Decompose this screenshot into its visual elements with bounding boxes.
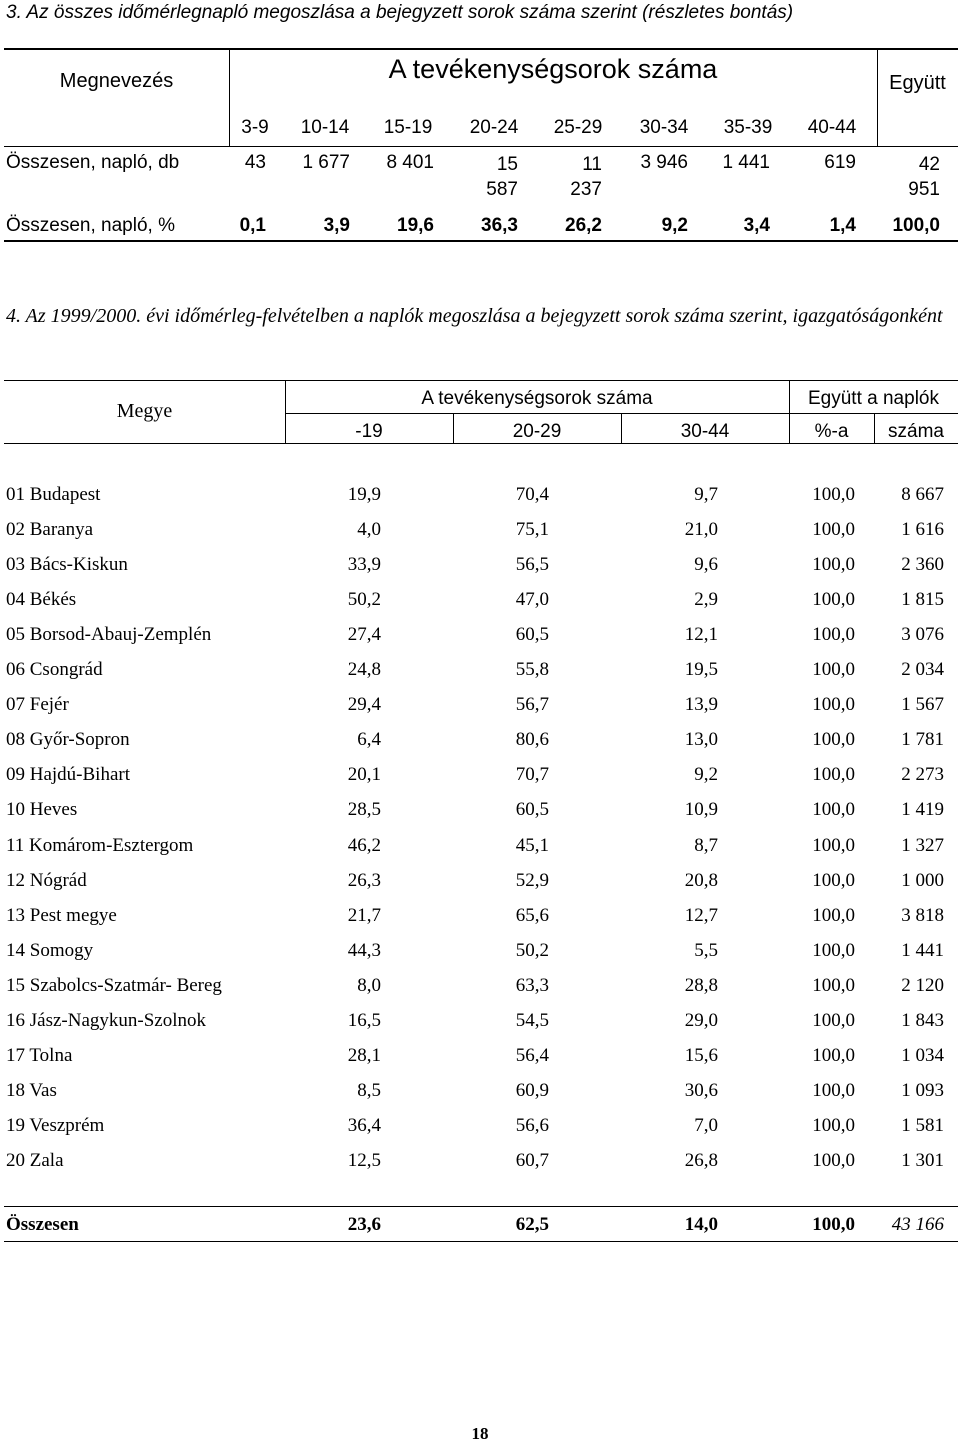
table-cell: 28,1: [347, 1045, 381, 1066]
table3-header-rule: [4, 146, 958, 147]
table-cell: 100,0: [812, 694, 855, 715]
table3-cell: 36,3: [481, 215, 518, 236]
bin-header: 3-9: [241, 117, 269, 138]
table-cell: 100,0: [812, 589, 855, 610]
bin-header: 20-24: [469, 117, 519, 138]
table-cell: 100,0: [812, 905, 855, 926]
table-cell: 56,5: [515, 554, 549, 575]
table3-cell: 19,6: [397, 215, 434, 236]
table3-cell: 1 441: [722, 152, 770, 173]
table4-top-rule: [4, 380, 958, 381]
table3-total-cell: 100,0: [892, 215, 940, 236]
table3-cell: 1,4: [829, 215, 856, 236]
table-cell: 63,3: [515, 975, 549, 996]
page-number: 18: [471, 1424, 489, 1443]
table4-total-header: Együtt a naplók: [808, 388, 939, 409]
table-cell: 100,0: [812, 799, 855, 820]
table4-subheader: -19: [355, 421, 383, 442]
county-name: 02 Baranya: [6, 519, 94, 540]
table-cell: 9,2: [694, 764, 718, 785]
table4-header-rule: [4, 443, 958, 444]
table-cell: 1 327: [901, 835, 944, 856]
table4-bottom-rule: [4, 1241, 958, 1242]
table-cell: 8,0: [357, 975, 381, 996]
table-cell: 12,7: [684, 905, 718, 926]
table4-total-cell: 23,6: [347, 1214, 381, 1235]
table-cell: 27,4: [347, 624, 381, 645]
table-cell: 9,6: [694, 554, 718, 575]
table3-total-cell: 42 951: [908, 154, 940, 200]
table-cell: 1 419: [901, 799, 944, 820]
county-name: 20 Zala: [6, 1150, 64, 1171]
county-name: 18 Vas: [6, 1080, 57, 1101]
table-cell: 100,0: [812, 624, 855, 645]
table-cell: 100,0: [812, 975, 855, 996]
table-cell: 8,7: [694, 835, 718, 856]
table-cell: 28,8: [684, 975, 718, 996]
county-name: 13 Pest megye: [6, 905, 117, 926]
table-cell: 60,5: [515, 799, 549, 820]
table4-total-cell: 14,0: [684, 1214, 718, 1235]
table-cell: 100,0: [812, 1080, 855, 1101]
bin-header: 30-34: [639, 117, 689, 138]
table-cell: 4,0: [357, 519, 381, 540]
county-name: 04 Békés: [6, 589, 77, 610]
table-cell: 19,5: [684, 659, 718, 680]
table3-col-name-header: Megnevezés: [59, 70, 174, 92]
table4-subheader: 30-44: [680, 421, 730, 442]
table-cell: 30,6: [684, 1080, 718, 1101]
table-cell: 45,1: [515, 835, 549, 856]
table-cell: 21,0: [684, 519, 718, 540]
table3-total-header: Együtt: [889, 72, 946, 94]
table-cell: 100,0: [812, 870, 855, 891]
table3-top-rule: [4, 48, 958, 50]
table3-cell: 1 677: [302, 152, 350, 173]
table-cell: 80,6: [515, 729, 549, 750]
table4-total-cell: 100,0: [812, 1214, 855, 1235]
table-cell: 75,1: [515, 519, 549, 540]
table-cell: 100,0: [812, 659, 855, 680]
table-cell: 1 301: [901, 1150, 944, 1171]
county-name: 05 Borsod-Abauj-Zemplén: [6, 624, 212, 645]
table-cell: 19,9: [347, 484, 381, 505]
table-cell: 70,4: [515, 484, 549, 505]
table3-title: 3. Az összes időmérlegnapló megoszlása a bejegyzett sorok száma szerint (részletes bontás): [6, 2, 794, 23]
table-cell: 8,5: [357, 1080, 381, 1101]
table3-cell: 43: [244, 152, 266, 173]
table-cell: 2 360: [901, 554, 944, 575]
county-name: 16 Jász-Nagykun-Szolnok: [6, 1010, 206, 1031]
county-name: 11 Komárom-Esztergom: [6, 835, 194, 856]
table-cell: 7,0: [694, 1115, 718, 1136]
table3-cell-wrapped: 11 237: [570, 154, 602, 200]
table-cell: 52,9: [515, 870, 549, 891]
table-cell: 12,1: [684, 624, 718, 645]
county-name: 19 Veszprém: [6, 1115, 105, 1136]
table-cell: 100,0: [812, 764, 855, 785]
table-cell: 2 273: [901, 764, 944, 785]
county-name: 10 Heves: [6, 799, 78, 820]
table-cell: 26,8: [684, 1150, 718, 1171]
table-cell: 1 441: [901, 940, 944, 961]
table-cell: 1 567: [901, 694, 944, 715]
county-name: 14 Somogy: [6, 940, 94, 961]
table-cell: 100,0: [812, 940, 855, 961]
table-cell: 100,0: [812, 554, 855, 575]
table3-cell: 9,2: [661, 215, 688, 236]
table4-total-cell: 43 166: [891, 1214, 944, 1235]
table-cell: 44,3: [347, 940, 381, 961]
table-cell: 20,8: [684, 870, 718, 891]
table3-cell: 619: [824, 152, 856, 173]
county-name: 17 Tolna: [6, 1045, 73, 1066]
table-cell: 56,6: [515, 1115, 549, 1136]
table3-cell: 26,2: [565, 215, 602, 236]
table-cell: 13,9: [684, 694, 718, 715]
table-cell: 55,8: [515, 659, 549, 680]
table3-cell: 0,1: [239, 215, 266, 236]
table-cell: 1 000: [901, 870, 944, 891]
bin-header: 10-14: [300, 117, 350, 138]
table-cell: 20,1: [347, 764, 381, 785]
table-cell: 1 781: [901, 729, 944, 750]
table-cell: 100,0: [812, 484, 855, 505]
table-cell: 60,7: [515, 1150, 549, 1171]
table3-bottom-rule: [4, 240, 958, 242]
table-cell: 1 843: [901, 1010, 944, 1031]
table3-divider-right: [877, 49, 878, 147]
table-cell: 65,6: [515, 905, 549, 926]
table4-total-label: Összesen: [6, 1214, 79, 1235]
county-name: 08 Győr-Sopron: [6, 729, 130, 750]
table-cell: 100,0: [812, 519, 855, 540]
table-cell: 3 818: [901, 905, 944, 926]
table-cell: 10,9: [684, 799, 718, 820]
table-cell: 16,5: [347, 1010, 381, 1031]
table-cell: 50,2: [347, 589, 381, 610]
table-cell: 1 034: [901, 1045, 944, 1066]
table3-row-label: Összesen, napló, db: [6, 152, 180, 173]
county-name: 15 Szabolcs-Szatmár- Bereg: [6, 975, 222, 996]
table-cell: 21,7: [347, 905, 381, 926]
table-cell: 13,0: [684, 729, 718, 750]
table4-subheader: 20-29: [512, 421, 562, 442]
table-cell: 1 581: [901, 1115, 944, 1136]
county-name: 03 Bács-Kiskun: [6, 554, 128, 575]
table-cell: 1 616: [901, 519, 944, 540]
table4-total-rule: [4, 1206, 958, 1207]
table-cell: 100,0: [812, 729, 855, 750]
bin-header: 25-29: [553, 117, 603, 138]
table-cell: 47,0: [515, 589, 549, 610]
table4-subheader: száma: [888, 421, 944, 442]
bin-header: 15-19: [383, 117, 433, 138]
table-cell: 56,4: [515, 1045, 549, 1066]
table-cell: 1 815: [901, 589, 944, 610]
table-cell: 54,5: [515, 1010, 549, 1031]
table-cell: 29,4: [347, 694, 381, 715]
table-cell: 29,0: [684, 1010, 718, 1031]
table-cell: 9,7: [694, 484, 718, 505]
table-cell: 26,3: [347, 870, 381, 891]
table-cell: 50,2: [515, 940, 549, 961]
bin-header: 40-44: [807, 117, 857, 138]
table-cell: 1 093: [901, 1080, 944, 1101]
table3-cell: 3 946: [640, 152, 688, 173]
county-name: 12 Nógrád: [6, 870, 87, 891]
table-cell: 70,7: [515, 764, 549, 785]
table-cell: 56,7: [515, 694, 549, 715]
county-name: 09 Hajdú-Bihart: [6, 764, 131, 785]
table-cell: 100,0: [812, 1010, 855, 1031]
table-cell: 100,0: [812, 1150, 855, 1171]
table3-row-label: Összesen, napló, %: [6, 215, 175, 236]
table-cell: 5,5: [694, 940, 718, 961]
county-name: 01 Budapest: [6, 484, 101, 505]
table3-group-header: A tevékenységsorok száma: [388, 54, 718, 84]
table4-subheader: %-a: [814, 421, 849, 442]
table-cell: 100,0: [812, 1045, 855, 1066]
table-cell: 12,5: [347, 1150, 381, 1171]
table3-cell: 3,9: [323, 215, 350, 236]
table-cell: 2 120: [901, 975, 944, 996]
table-cell: 2 034: [901, 659, 944, 680]
table3-cell-wrapped: 15 587: [486, 154, 518, 200]
table-cell: 33,9: [347, 554, 381, 575]
bin-header: 35-39: [723, 117, 773, 138]
table4-megye-header: Megye: [116, 400, 173, 422]
table-cell: 60,5: [515, 624, 549, 645]
table-cell: 24,8: [347, 659, 381, 680]
table4-group-header: A tevékenységsorok száma: [421, 388, 653, 409]
table-cell: 46,2: [347, 835, 381, 856]
county-name: 06 Csongrád: [6, 659, 103, 680]
table-cell: 100,0: [812, 1115, 855, 1136]
table-cell: 6,4: [357, 729, 381, 750]
table-cell: 60,9: [515, 1080, 549, 1101]
table-cell: 36,4: [347, 1115, 381, 1136]
table-cell: 28,5: [347, 799, 381, 820]
table4-title: 4. Az 1999/2000. évi időmérleg-felvételben a naplók megoszlása a bejegyzett sorok száma szerint, igazgatóságonként: [6, 305, 943, 327]
county-name: 07 Fejér: [6, 694, 69, 715]
table-cell: 8 667: [901, 484, 944, 505]
table4-total-cell: 62,5: [515, 1214, 549, 1235]
table3-cell: 8 401: [386, 152, 434, 173]
table-cell: 2,9: [694, 589, 718, 610]
table-cell: 15,6: [684, 1045, 718, 1066]
table3-cell: 3,4: [743, 215, 770, 236]
table-cell: 3 076: [901, 624, 944, 645]
table-cell: 100,0: [812, 835, 855, 856]
